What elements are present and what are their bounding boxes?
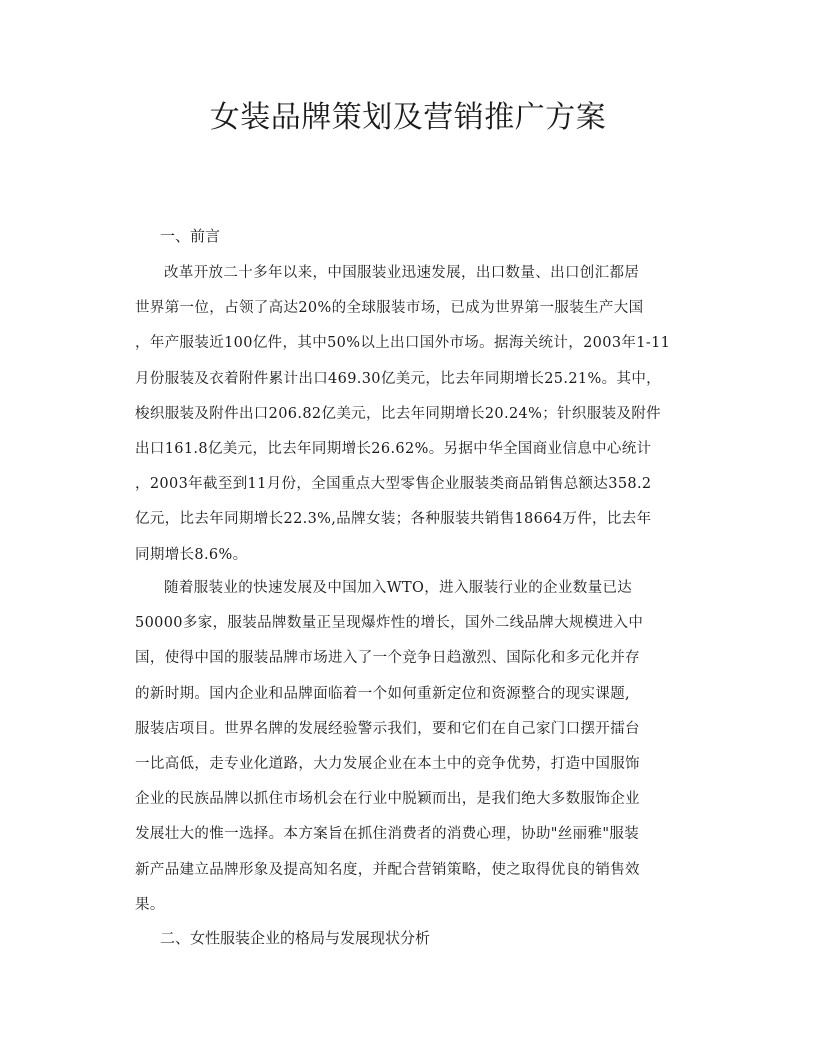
paragraph-line: 新产品建立品牌形象及提高知名度，并配合营销策略，使之取得优良的销售效 (135, 861, 640, 878)
section-heading-preface: 一、前言 (160, 227, 221, 245)
paragraph-line: 果。 (135, 896, 165, 913)
paragraph-line: 亿元，比去年同期增长22.3%,品牌女装；各种服装共销售18664万件，比去年 (135, 511, 652, 528)
paragraph-line: 的新时期。国内企业和品牌面临着一个如何重新定位和资源整合的现实课题, (135, 685, 631, 702)
paragraph-line: 发展壮大的惟一选择。本方案旨在抓住消费者的消费心理，协助"丝丽雅"服装 (135, 826, 640, 843)
paragraph-line: ，年产服装近100亿件，其中50%以上出口国外市场。据海关统计，2003年1-11 (135, 335, 671, 352)
paragraph-line: 世界第一位，占领了高达20%的全球服装市场，已成为世界第一服装生产大国 (135, 300, 644, 317)
paragraph-preface-1 (135, 256, 695, 573)
paragraph-line: ，2003年截至到11月份，全国重点大型零售企业服装类商品销售总额达358.2 (135, 476, 652, 493)
paragraph-line: 同期增长8.6%。 (135, 546, 248, 563)
paragraph-line: 国，使得中国的服装品牌市场进入了一个竞争日趋激烈、国际化和多元化并存 (135, 650, 640, 667)
paragraph-line: 梭织服装及附件出口206.82亿美元，比去年同期增长20.24%；针织服装及附件 (135, 405, 662, 422)
paragraph-line: 一比高低，走专业化道路，大力发展企业在本土中的竞争优势，打造中国服饰 (135, 755, 640, 772)
paragraph-line: 服装店项目。世界名牌的发展经验警示我们，要和它们在自己家门口摆开擂台 (135, 720, 640, 737)
section-heading-market-analysis: 二、女性服装企业的格局与发展现状分析 (160, 929, 431, 947)
paragraph-line: 改革开放二十多年以来，中国服装业迅速发展，出口数量、出口创汇都居 (164, 265, 640, 281)
paragraph-line: 企业的民族品牌以抓住市场机会在行业中脱颖而出，是我们绝大多数服饰企业 (135, 791, 640, 808)
paragraph-line: 随着服装业的快速发展及中国加入WTO，进入服装行业的企业数量已达 (164, 580, 633, 596)
paragraph-line: 50000多家，服装品牌数量正呈现爆炸性的增长，国外二线品牌大规模进入中 (135, 615, 644, 632)
paragraph-preface-2 (135, 571, 695, 923)
document-title: 女装品牌策划及营销推广方案 (209, 100, 607, 135)
paragraph-line: 出口161.8亿美元，比去年同期增长26.62%。另据中华全国商业信息中心统计 (135, 440, 652, 457)
paragraph-line: 月份服装及衣着附件累计出口469.30亿美元，比去年同期增长25.21%。其中， (135, 370, 662, 387)
